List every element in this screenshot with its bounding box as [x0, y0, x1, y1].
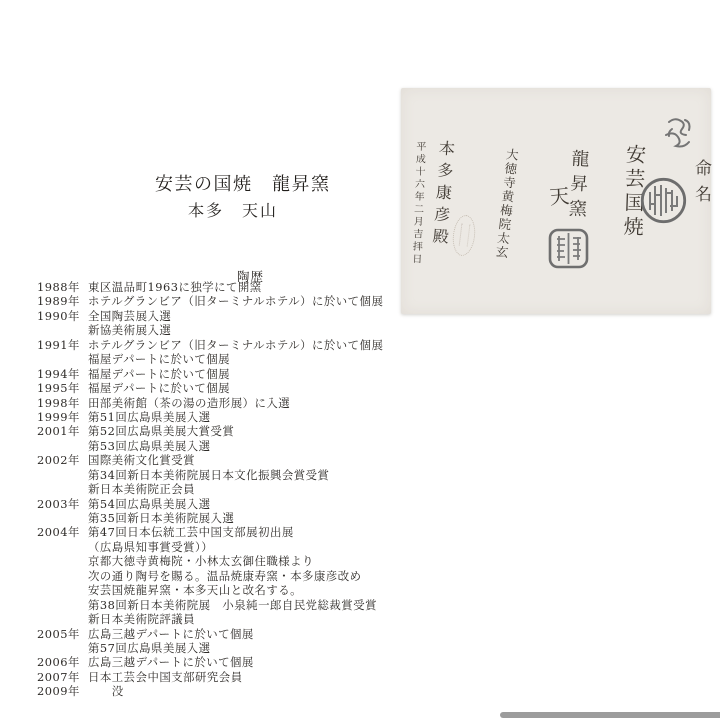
- history-year: [37, 540, 88, 554]
- history-year: 2005年: [37, 626, 80, 641]
- history-year: 2004年: [37, 525, 80, 540]
- history-year: 1998年: [37, 395, 80, 410]
- history-year: 2003年: [37, 496, 80, 511]
- history-row: [37, 410, 383, 424]
- history-year: [37, 641, 88, 655]
- history-year: 2007年: [37, 669, 80, 684]
- history-year: [37, 511, 88, 525]
- history-row: [37, 525, 383, 539]
- history-row: [37, 540, 383, 554]
- history-event: 第47回日本伝統工芸中国支部展初出展: [88, 525, 294, 540]
- history-row: [37, 381, 383, 395]
- history-row: [37, 309, 383, 323]
- history-year: 1995年: [37, 381, 80, 396]
- history-year: 1994年: [37, 366, 80, 381]
- history-event: 福屋デパートに於いて個展: [88, 381, 231, 396]
- page-title: 安芸の国焼 龍昇窯: [155, 174, 331, 195]
- history-row: [37, 627, 383, 641]
- history-event: 田部美術館（茶の湯の造形展）に入選: [88, 395, 291, 410]
- history-event: 東区温品町1963に独学にて開窯: [88, 280, 262, 294]
- history-event: 福屋デパートに於いて個展: [88, 352, 231, 367]
- history-year: 2001年: [37, 424, 80, 439]
- history-row: [37, 497, 383, 511]
- history-event: 第35回新日本美術院展入選: [88, 511, 235, 525]
- history-event: 第51回広島県美展入選: [88, 409, 211, 424]
- history-list: [37, 280, 383, 699]
- history-event: 日本工芸会中国支部研究会員: [88, 669, 243, 684]
- history-event: 京都大徳寺黄梅院・小林太玄御住職様より: [88, 554, 314, 569]
- history-event: 全国陶芸展入選: [88, 308, 172, 323]
- history-row: [37, 352, 383, 366]
- history-year: 2009年: [37, 684, 80, 699]
- history-row: [37, 598, 383, 612]
- history-event: 新日本美術院正会員: [88, 482, 196, 497]
- calligraphy-date: 平成十六年二月吉拝日: [409, 140, 425, 267]
- history-row: [37, 439, 383, 453]
- history-event: 第34回新日本美術院展日本文化振興会賞受賞: [88, 467, 330, 482]
- history-row: [37, 569, 383, 583]
- calligraphy-kiln-region: 安芸国焼: [619, 143, 647, 241]
- history-event: 国際美術文化賞受賞: [88, 453, 196, 468]
- horizontal-scrollbar-thumb[interactable]: [500, 712, 720, 718]
- history-row: [37, 338, 383, 352]
- calligraphy-priest-signature: 大徳寺黄梅院太玄: [493, 147, 520, 261]
- history-year: 1989年: [37, 294, 80, 309]
- square-seal-stamp-icon: [548, 228, 589, 269]
- history-row: [37, 684, 383, 698]
- calligraphy-kiln-name: 龍昇窯: [565, 148, 590, 225]
- history-year: 2002年: [37, 453, 80, 468]
- history-row: [37, 482, 383, 496]
- history-year: [37, 612, 88, 626]
- history-event: 次の通り陶号を賜る。温品焼康寿窯・本多康彦改め: [88, 568, 362, 583]
- history-row: [37, 641, 383, 655]
- history-year: 1988年: [37, 280, 80, 294]
- history-event: 没: [88, 684, 124, 699]
- history-event: 第53回広島県美展入選: [88, 438, 211, 453]
- history-event: 第38回新日本美術院展 小泉純一郎自民党総裁賞受賞: [88, 597, 377, 612]
- history-year: 1999年: [37, 409, 80, 424]
- history-year: [37, 598, 88, 612]
- certificate-photo: [401, 88, 711, 314]
- history-row: [37, 583, 383, 597]
- history-row: [37, 612, 383, 626]
- history-row: [37, 367, 383, 381]
- history-event: ホテルグランビア（旧ターミナルホテル）に於いて個展: [88, 294, 384, 309]
- history-year: 1991年: [37, 337, 80, 352]
- history-year: [37, 323, 88, 337]
- history-event: （広島県知事賞受賞））: [88, 539, 214, 554]
- history-year: [37, 482, 88, 496]
- history-year: [37, 468, 88, 482]
- author-name: 本多 天山: [188, 201, 279, 220]
- round-seal-stamp-icon: [640, 177, 687, 224]
- history-event: 広島三越デパートに於いて個展: [88, 655, 254, 670]
- calligraphy-naming: 命名: [691, 159, 711, 211]
- corner-seal-stamp-icon: [662, 115, 695, 149]
- history-year: 2006年: [37, 655, 80, 670]
- history-row: [37, 396, 383, 410]
- history-event: 第57回広島県美展入選: [88, 640, 211, 655]
- oval-paper-stamp-icon: [451, 214, 478, 257]
- history-row: [37, 670, 383, 684]
- history-event: 新協美術展入選: [88, 323, 172, 338]
- history-event: 福屋デパートに於いて個展: [88, 366, 231, 381]
- history-year: [37, 569, 88, 583]
- history-event: 広島三越デパートに於いて個展: [88, 626, 254, 641]
- history-year: [37, 352, 88, 366]
- history-event: 安芸国焼龍昇窯・本多天山と改名する。: [88, 583, 303, 598]
- history-row: [37, 323, 383, 337]
- history-row: [37, 655, 383, 669]
- history-row: [37, 468, 383, 482]
- history-event: ホテルグランビア（旧ターミナルホテル）に於いて個展: [88, 337, 384, 352]
- history-event: 新日本美術院評議員: [88, 612, 196, 627]
- history-row: [37, 554, 383, 568]
- history-row: [37, 424, 383, 438]
- calligraphy-art-name: 天: [545, 184, 571, 208]
- history-heading: 陶歴: [237, 269, 265, 284]
- history-event: 第54回広島県美展入選: [88, 496, 211, 511]
- history-row: [37, 280, 383, 294]
- history-year: [37, 583, 88, 597]
- history-year: [37, 439, 88, 453]
- history-row: [37, 511, 383, 525]
- history-year: [37, 554, 88, 568]
- history-row: [37, 294, 383, 308]
- calligraphy-recipient: 本多康彦殿: [429, 139, 456, 251]
- history-row: [37, 453, 383, 467]
- history-year: 1990年: [37, 308, 80, 323]
- history-event: 第52回広島県美展大賞受賞: [88, 424, 235, 439]
